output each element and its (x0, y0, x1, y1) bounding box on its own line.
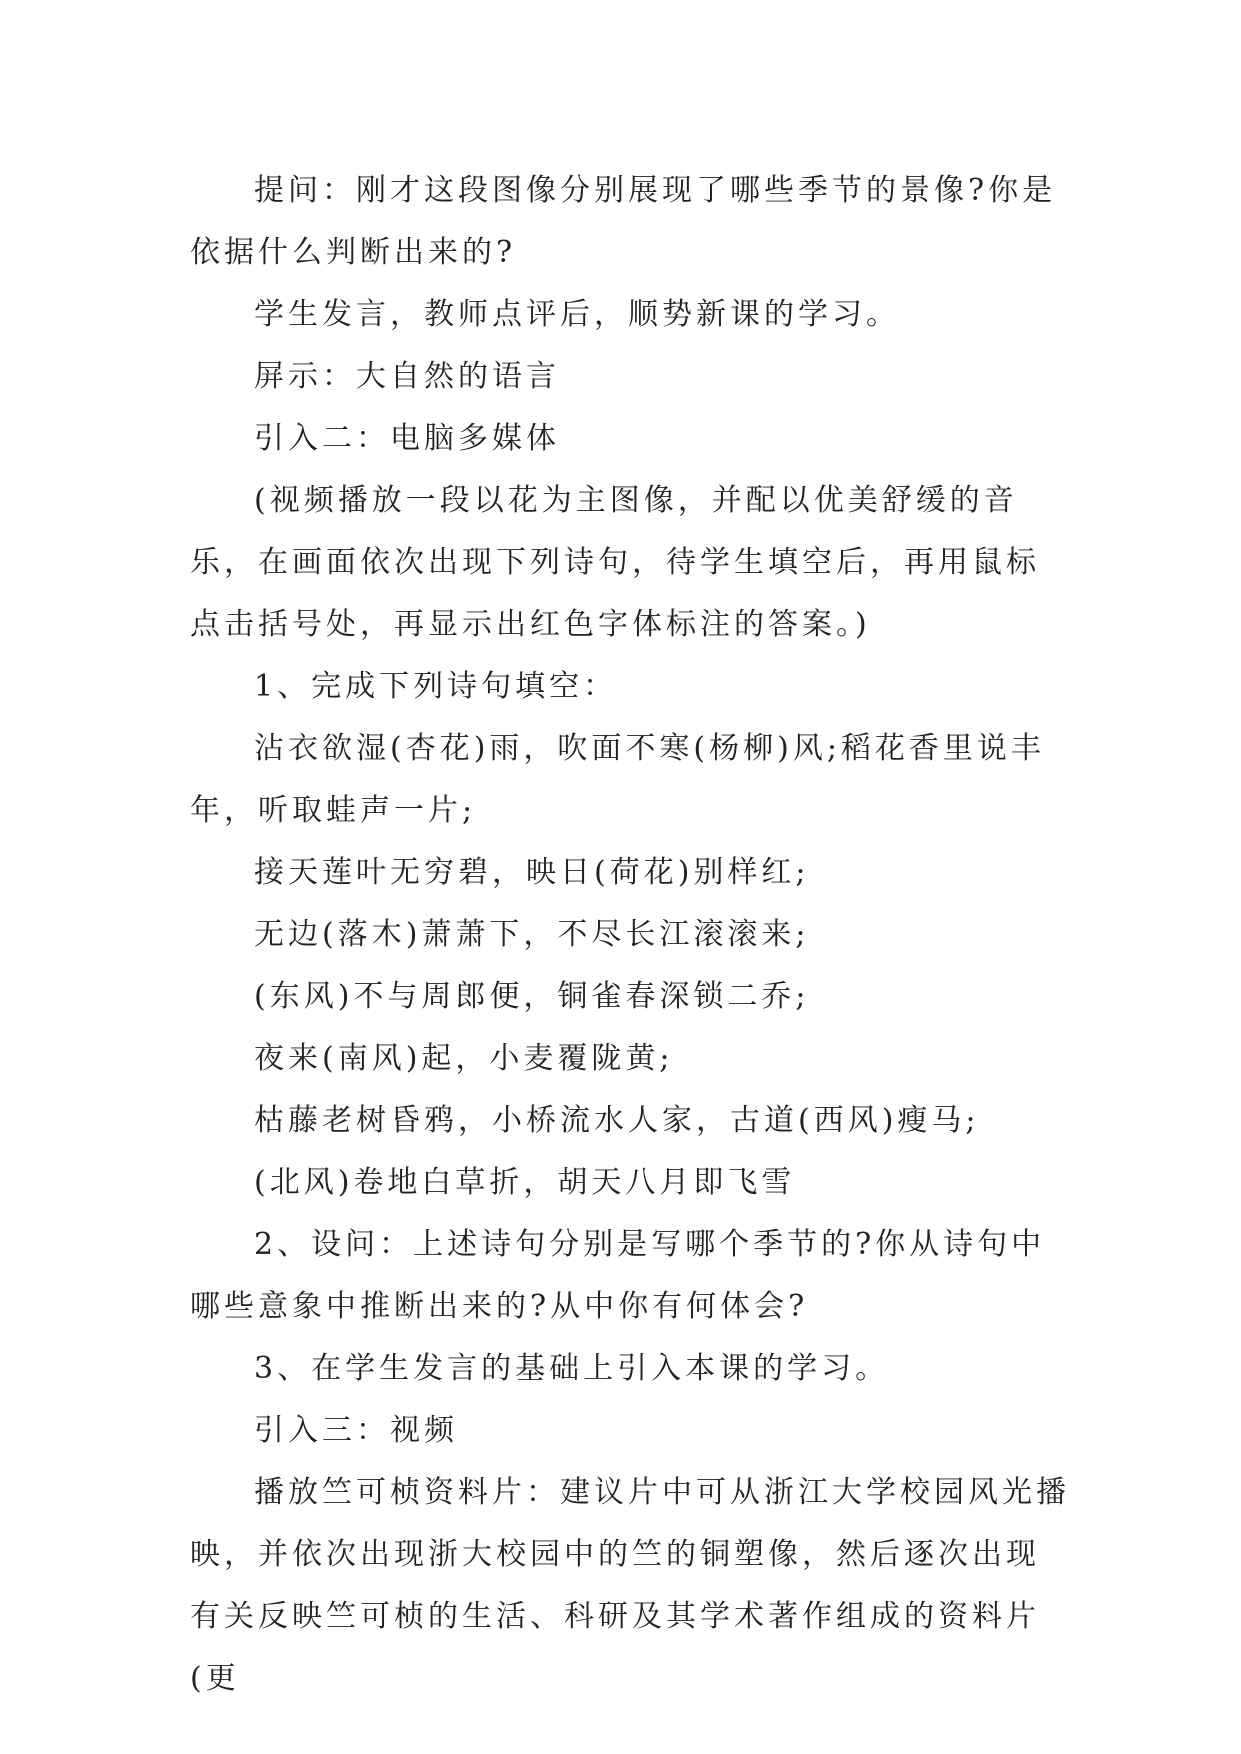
paragraph-student-speech: 学生发言，教师点评后，顺势新课的学习。 (254, 297, 900, 332)
paragraph-intro-two: 引入二：电脑多媒体 (254, 421, 560, 456)
paragraph-intro-three: 引入三：视频 (254, 1413, 458, 1448)
paragraph-task-three: 3、在学生发言的基础上引入本课的学习。 (254, 1351, 890, 1386)
paragraph-poem-6: 枯藤老树昏鸦，小桥流水人家，古道(西风)瘦马; (254, 1103, 980, 1138)
paragraph-task-one: 1、完成下列诗句填空： (254, 669, 618, 704)
paragraph-poem-3: 无边(落木)萧萧下，不尽长江滚滚来; (254, 917, 810, 952)
paragraph-question: 提问：刚才这段图像分别展现了哪些季节的景像?你是依据什么判断出来的? (190, 173, 1057, 270)
paragraph-poem-1: 沾衣欲湿(杏花)雨，吹面不寒(杨柳)风;稻花香里说丰年，听取蛙声一片; (190, 731, 1045, 828)
paragraph-video-note: (视频播放一段以花为主图像，并配以优美舒缓的音乐，在画面依次出现下列诗句，待学生填空后，再用鼠标点击括号处，再显示出红色字体标注的答案。) (190, 483, 1040, 642)
paragraph-poem-2: 接天莲叶无穷碧，映日(荷花)别样红; (254, 855, 810, 890)
paragraph-poem-4: (东风)不与周郎便，铜雀春深锁二乔; (254, 979, 810, 1014)
paragraph-poem-5: 夜来(南风)起，小麦覆陇黄; (254, 1041, 674, 1076)
paragraph-screen-show: 屏示：大自然的语言 (254, 359, 560, 394)
document-body (190, 160, 1070, 1710)
paragraph-task-two: 2、设问：上述诗句分别是写哪个季节的?你从诗句中哪些意象中推断出来的?从中你有何体会? (190, 1227, 1046, 1324)
paragraph-poem-7: (北风)卷地白草折，胡天八月即飞雪 (254, 1165, 796, 1200)
paragraph-video-playback: 播放竺可桢资料片：建议片中可从浙江大学校园风光播映，并依次出现浙大校园中的竺的铜塑像，然后逐次出现有关反映竺可桢的生活、科研及其学术著作组成的资料片(更 (190, 1475, 1070, 1696)
